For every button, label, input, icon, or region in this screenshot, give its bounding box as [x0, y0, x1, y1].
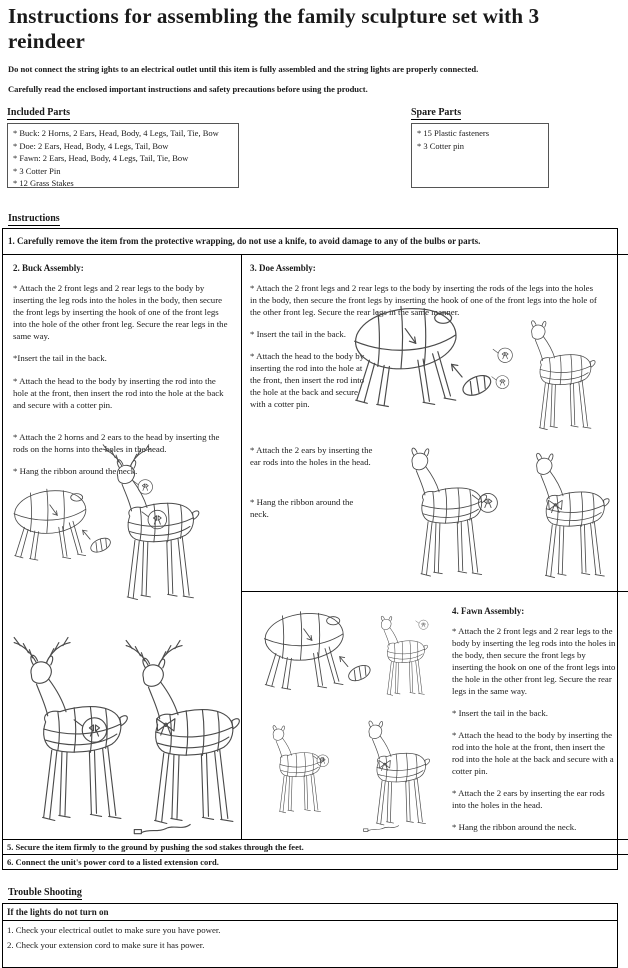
warning-line-2: Carefully read the enclosed important instructions and safety precautions before using the product.: [8, 84, 368, 94]
troubleshooting-section: [8, 882, 620, 968]
fawn-body-legs-diagram: [252, 606, 380, 696]
fawn-step: * Hang the ribbon around the neck.: [452, 822, 577, 832]
doe-step: * Attach the head to the body by inserting the rod into the hole at the front, then insert the rod into the hole at the back and secure with a cotter pin.: [250, 351, 365, 409]
spare-parts-box: [411, 123, 549, 188]
buck-finished-diagram: [117, 627, 239, 839]
step-6: 6. Connect the unit's power cord to a listed extension cord.: [3, 854, 628, 869]
doe-step: * Insert the tail in the back.: [250, 329, 347, 339]
step-1: 1. Carefully remove the item from the protective wrapping, do not use a knife, to avoid damage to any of the bulbs or parts.: [3, 229, 628, 255]
troubleshooting-item: 2. Check your extension cord to make sure it has power.: [7, 940, 205, 950]
buck-assembly-cell: [3, 255, 242, 839]
spare-part-item: * 3 Cotter pin: [417, 140, 464, 151]
fawn-head-attach-diagram: [364, 598, 442, 706]
included-part-item: * 12 Grass Stakes: [13, 178, 74, 189]
doe-assembly-cell: [242, 255, 628, 592]
fawn-finished-diagram: [346, 704, 436, 832]
buck-head-attach-diagram: [95, 437, 199, 609]
instructions-heading: Instructions: [8, 213, 60, 224]
fawn-step: * Attach the head to the body by inserting the rod into the hole at the front, then insert the rod into the hole at the back and secure with a cotter pin.: [452, 730, 614, 776]
page-title: Instructions for assembling the family sculpture set with 3 reindeer: [8, 4, 540, 53]
included-parts-heading: Included Parts: [7, 107, 71, 118]
warning-line-1: Do not connect the string ights to an electrical outlet until this item is fully assembled and the string lights are properly connected.: [8, 64, 479, 74]
fawn-ears-diagram: [254, 702, 340, 828]
doe-step: * Attach the 2 front legs and 2 rear legs to the body by inserting the rods of the legs into the holes in the body, then secure the front legs by inserting the hook of one of the front legs into the hole of the other front leg. Secure the rear legs in the same manner.: [250, 283, 597, 317]
included-parts: [7, 102, 239, 188]
instruction-sheet: [0, 4, 620, 950]
fawn-assembly-cell: [242, 592, 628, 839]
buck-step: * Attach the 2 horns and 2 ears to the head by inserting the rods on the horns into the holes in the head.: [13, 432, 220, 454]
fawn-step: * Insert the tail in the back.: [452, 708, 549, 718]
buck-assembly-heading: 2. Buck Assembly:: [13, 263, 84, 273]
buck-ribbon-diagram: [5, 625, 127, 835]
doe-finished-diagram: [514, 433, 612, 586]
spare-part-item: * 15 Plastic fasteners: [417, 128, 489, 138]
buck-step: *Insert the tail in the back.: [13, 353, 107, 363]
included-part-item: * Fawn: 2 Ears, Head, Body, 4 Legs, Tail, Tie, Bow: [13, 153, 189, 164]
spare-parts-heading: Spare Parts: [411, 107, 462, 118]
included-part-item: * Doe: 2 Ears, Head, Body, 4 Legs, Tail, Bow: [13, 140, 169, 151]
included-parts-box: [7, 123, 239, 188]
doe-ears-diagram: [384, 427, 510, 585]
fawn-step: * Attach the 2 ears by inserting the ear rods into the holes in the head.: [452, 788, 605, 810]
doe-head-attach-diagram: [490, 303, 598, 437]
doe-body-legs-diagram: [342, 299, 500, 415]
spare-parts: [411, 102, 549, 188]
buck-step: * Attach the 2 front legs and 2 rear legs to the body by inserting the leg rods into the holes in the body, then secure the front legs by inserting the hook of one of the front legs into the hole of the other front leg. Secure the rear legs in the same way.: [13, 283, 228, 341]
step-5: 5. Secure the item firmly to the ground by pushing the sod stakes through the feet.: [3, 839, 628, 854]
included-part-item: * Buck: 2 Horns, 2 Ears, Head, Body, 4 Legs, Tail, Tie, Bow: [13, 128, 219, 138]
troubleshooting-condition: If the lights do not turn on: [3, 904, 617, 921]
doe-assembly-heading: 3. Doe Assembly:: [250, 263, 316, 273]
troubleshooting-heading: Trouble Shooting: [8, 887, 82, 898]
fawn-step: * Attach the 2 front legs and 2 rear legs to the body by inserting the leg rods into the holes in the body, then secure the front legs by inserting the hook on one of the front legs into the hole in the other front leg. Secure the rear legs in the same way.: [452, 626, 616, 696]
fawn-assembly-heading: 4. Fawn Assembly:: [452, 606, 525, 616]
instructions-table: [2, 228, 618, 870]
troubleshooting-box: [2, 903, 618, 968]
doe-step: * Hang the ribbon around the neck.: [250, 497, 354, 519]
troubleshooting-item: 1. Check your electrical outlet to make sure you have power.: [7, 925, 221, 935]
included-part-item: * 3 Cotter Pin: [13, 165, 61, 176]
parts-section: [0, 102, 620, 204]
doe-step: * Attach the 2 ears by inserting the ear rods into the holes in the head.: [250, 445, 373, 467]
fawn-diagrams: [242, 592, 448, 839]
buck-step: * Attach the head to the body by inserting the rod into the hole at the front, then insert the rod into the hole at the back and secure with a cotter pin.: [13, 376, 224, 410]
buck-step: * Hang the ribbon around the neck.: [13, 466, 138, 476]
